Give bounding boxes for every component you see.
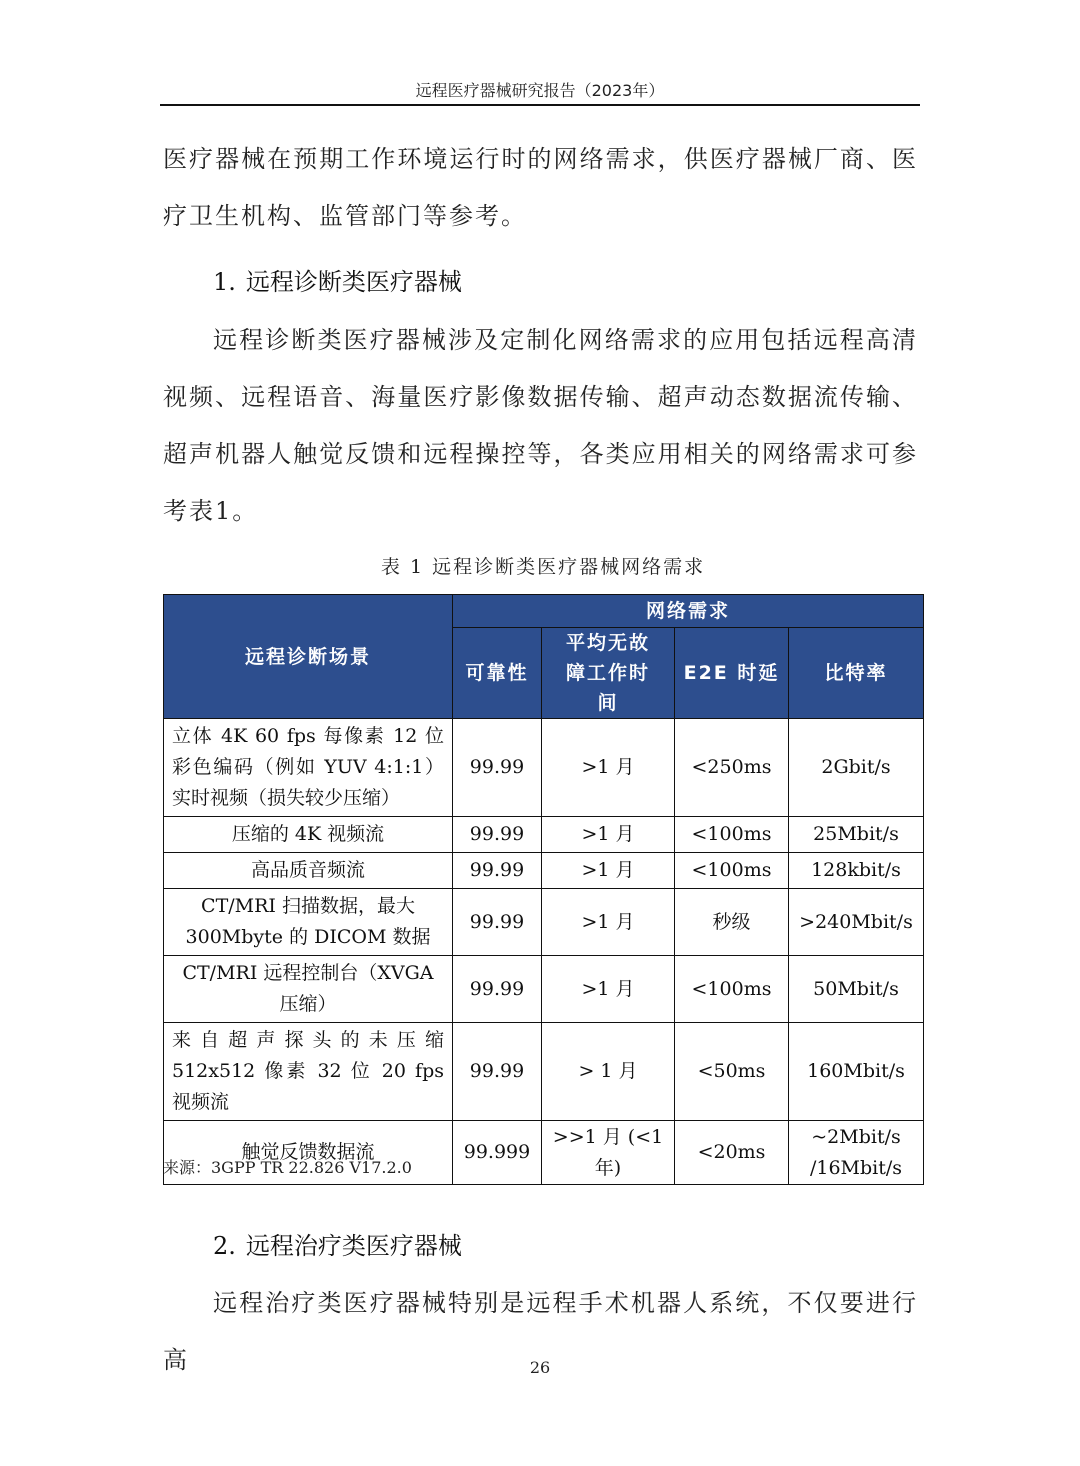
intro-paragraph: 医疗器械在预期工作环境运行时的网络需求，供医疗器械厂商、医疗卫生机构、监管部门等参考。 [163,145,918,230]
table-caption: 表 1 远程诊断类医疗器械网络需求 [380,556,706,578]
table-row [164,817,924,853]
cell-mtbf: >1 月 [542,853,675,889]
table-row [164,1023,924,1121]
network-requirements-table [163,594,924,1185]
cell-reliability: 99.99 [453,1023,542,1121]
cell-bitrate: 50Mbit/s [789,956,924,1023]
section-1-number: 1. [213,268,236,296]
cell-bitrate: 2Gbit/s [789,719,924,817]
header-latency: E2E 时延 [675,628,789,719]
section-2-paragraph: 远程治疗类医疗器械特别是远程手术机器人系统，不仅要进行高 [163,1289,918,1374]
cell-bitrate: ~2Mbit/s /16Mbit/s [789,1121,924,1185]
section-1-title: 远程诊断类医疗器械 [245,268,462,296]
cell-bitrate: 128kbit/s [789,853,924,889]
cell-reliability: 99.99 [453,853,542,889]
header-network-requirements: 网络需求 [453,595,924,628]
cell-mtbf: >1 月 [542,817,675,853]
cell-mtbf: >1 月 [542,889,675,956]
cell-reliability: 99.99 [453,719,542,817]
header-rule [160,104,920,106]
table-row [164,853,924,889]
cell-scene: 立体 4K 60 fps 每像素 12 位彩色编码（例如 YUV 4:1:1）实时视频（损失较少压缩） [164,719,453,817]
section-1-paragraph: 远程诊断类医疗器械涉及定制化网络需求的应用包括远程高清视频、远程语音、海量医疗影像数据传输、超声动态数据流传输、超声机器人触觉反馈和远程操控等，各类应用相关的网络需求可参考表1。 [163,326,918,525]
cell-latency: <100ms [675,817,789,853]
page-number: 26 [529,1358,551,1377]
cell-bitrate: 160Mbit/s [789,1023,924,1121]
table-source-note: 来源：3GPP TR 22.826 V17.2.0 [163,1158,412,1177]
cell-latency: <100ms [675,956,789,1023]
section-2-number: 2. [213,1232,236,1260]
header-bitrate: 比特率 [789,628,924,719]
cell-reliability: 99.999 [453,1121,542,1185]
cell-bitrate: >240Mbit/s [789,889,924,956]
cell-scene: CT/MRI 扫描数据，最大 300Mbyte 的 DICOM 数据 [164,889,453,956]
section-2-heading [213,1226,462,1261]
header-reliability: 可靠性 [453,628,542,719]
section-2-title: 远程治疗类医疗器械 [245,1232,462,1260]
cell-bitrate: 25Mbit/s [789,817,924,853]
cell-mtbf: >1 月 [542,719,675,817]
cell-latency: 秒级 [675,889,789,956]
cell-mtbf: >1 月 [542,956,675,1023]
cell-latency: <250ms [675,719,789,817]
header-scene: 远程诊断场景 [164,595,453,719]
table-row [164,719,924,817]
cell-latency: <50ms [675,1023,789,1121]
cell-latency: <20ms [675,1121,789,1185]
cell-mtbf: > 1 月 [542,1023,675,1121]
header-mtbf: 平均无故障工作时间 [542,628,675,719]
running-header: 远程医疗器械研究报告（2023年） [415,81,665,100]
cell-scene: 触觉反馈数据流 [164,1121,453,1185]
cell-reliability: 99.99 [453,956,542,1023]
cell-latency: <100ms [675,853,789,889]
cell-scene: 高品质音频流 [164,853,453,889]
cell-reliability: 99.99 [453,889,542,956]
cell-scene: 来自超声探头的未压缩 512x512 像素 32 位 20 fps 视频流 [164,1023,453,1121]
table-row [164,889,924,956]
cell-mtbf: >>1 月 (<1 年) [542,1121,675,1185]
table-row [164,956,924,1023]
section-1-heading [213,262,462,297]
cell-reliability: 99.99 [453,817,542,853]
cell-scene: CT/MRI 远程控制台（XVGA 压缩） [164,956,453,1023]
cell-scene: 压缩的 4K 视频流 [164,817,453,853]
